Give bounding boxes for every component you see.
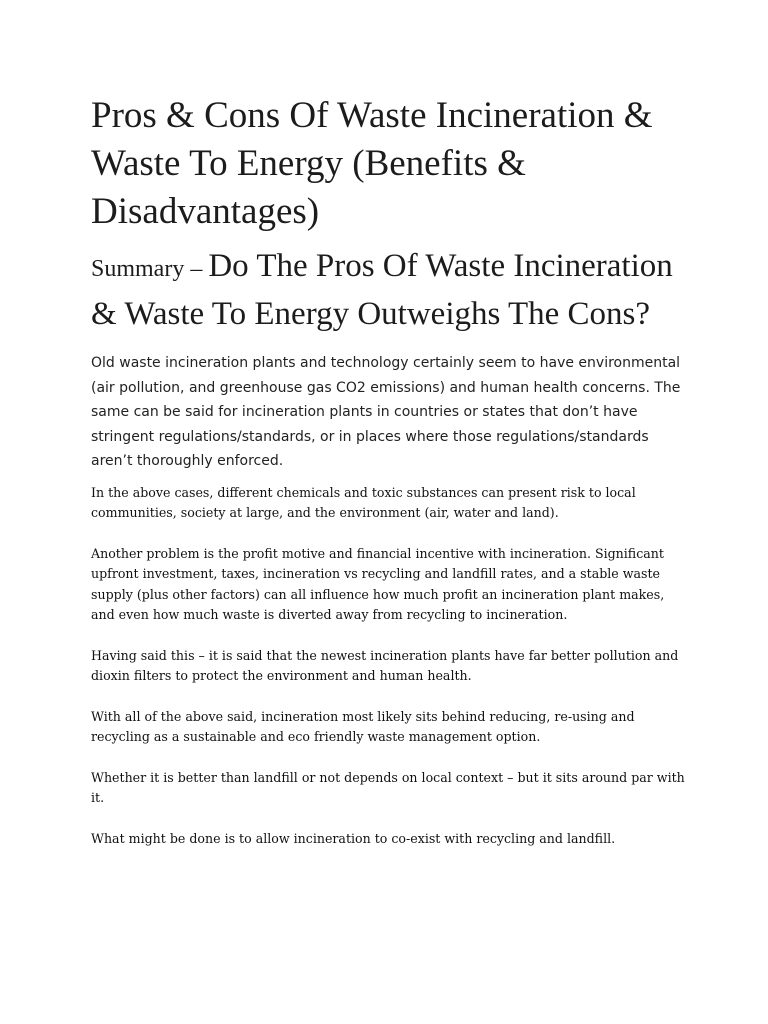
paragraph-1: In the above cases, different chemicals and toxic substances can present risk to local communities, society at large, and the environment (air, water and land). <box>91 484 636 520</box>
paragraph-4: With all of the above said, incineration most likely sits behind reducing, re-using and recycling as a sustainable and eco friendly waste management option. <box>91 708 635 744</box>
summary-heading <box>91 244 691 337</box>
paragraph-6: What might be done is to allow incineration to co-exist with recycling and landfill. <box>91 830 616 846</box>
paragraph-2: Another problem is the profit motive and financial incentive with incineration. Significant upfront investment, taxes, incineration vs recycling and landfill rates, and a stable waste supply (plus other factors) can all influence how much profit an incineration plant makes, and even how much waste is diverted away from recycling to incineration. <box>91 545 665 622</box>
paragraph-5: Whether it is better than landfill or not depends on local context – but it sits around par with it. <box>91 769 685 805</box>
summary-lead: Summary – <box>91 256 209 282</box>
document-title: Pros & Cons Of Waste Incineration & Waste To Energy (Benefits & Disadvantages) <box>91 95 653 232</box>
summary-question: Do The Pros Of Waste Incineration & Waste To Energy Outweighs The Cons? <box>91 248 673 332</box>
document-page <box>91 92 691 849</box>
intro-paragraph: Old waste incineration plants and technology certainly seem to have environmental (air pollution, and greenhouse gas CO2 emissions) and human health concerns. The same can be said for incineration plants in countries or states that don’t have stringent regulations/standards, or in places where those regulations/standards aren’t thoroughly enforced. <box>91 355 681 469</box>
paragraph-3: Having said this – it is said that the newest incineration plants have far better pollution and dioxin filters to protect the environment and human health. <box>91 647 679 683</box>
